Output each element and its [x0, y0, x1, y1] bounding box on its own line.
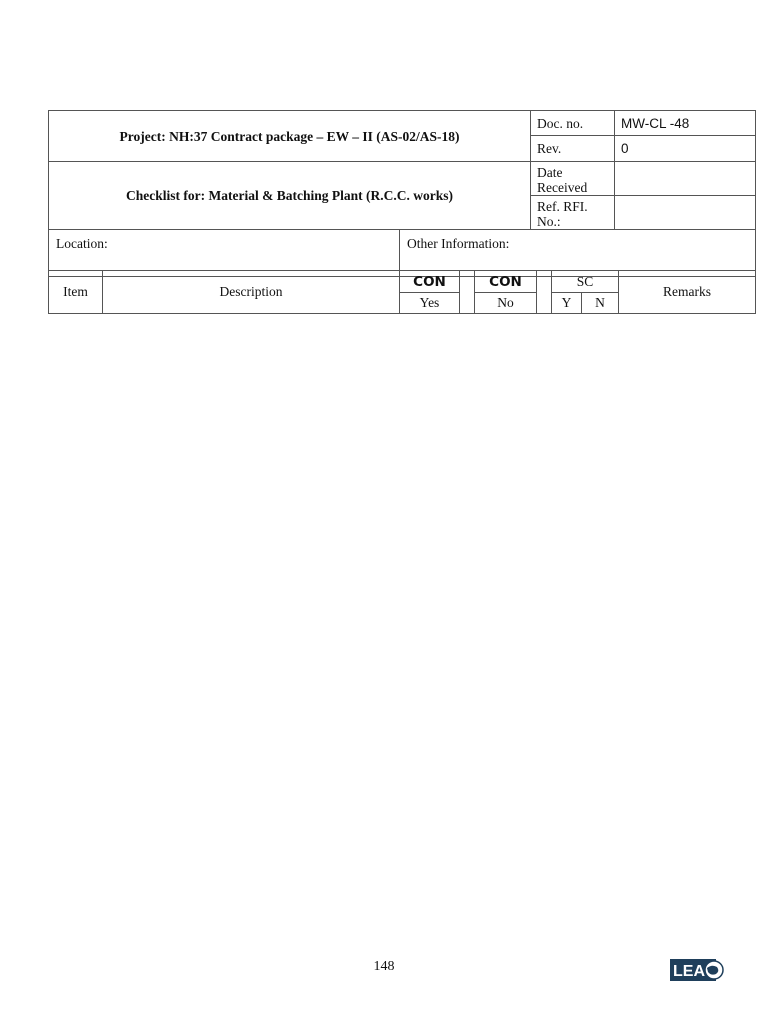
page-number: 148 — [373, 959, 395, 974]
other-information-label: Other Information: — [400, 230, 756, 277]
col-description: Description — [103, 271, 400, 314]
ref-rfi-label: Ref. RFI. No.: — [531, 196, 615, 230]
date-received-label: Date Received — [531, 162, 615, 196]
doc-no-value: MW-CL -48 — [615, 111, 756, 136]
project-title: Project: NH:37 Contract package – EW – II (AS-02/AS-18) — [49, 111, 531, 162]
col-sc-n: N — [582, 293, 619, 314]
col-remarks: Remarks — [619, 271, 756, 314]
lea-logo-icon — [670, 959, 724, 981]
col-con-no-header: CON — [475, 271, 537, 293]
col-con-yes-header: CON — [400, 271, 460, 293]
ref-rfi-value — [615, 196, 756, 230]
lea-logo-text: LEA — [673, 963, 705, 980]
checklist-columns-table — [48, 270, 756, 314]
rev-label: Rev. — [531, 136, 615, 162]
col-spacer-1 — [460, 271, 475, 314]
col-spacer-2 — [537, 271, 552, 314]
checklist-header-table — [48, 110, 756, 230]
col-item: Item — [49, 271, 103, 314]
col-sc-y: Y — [552, 293, 582, 314]
date-received-value — [615, 162, 756, 196]
doc-no-label: Doc. no. — [531, 111, 615, 136]
col-con-yes: Yes — [400, 293, 460, 314]
col-sc: SC — [552, 271, 619, 293]
location-label: Location: — [49, 230, 400, 277]
rev-value: 0 — [615, 136, 756, 162]
col-con-no: No — [475, 293, 537, 314]
checklist-title: Checklist for: Material & Batching Plant (R.C.C. works) — [49, 162, 531, 230]
